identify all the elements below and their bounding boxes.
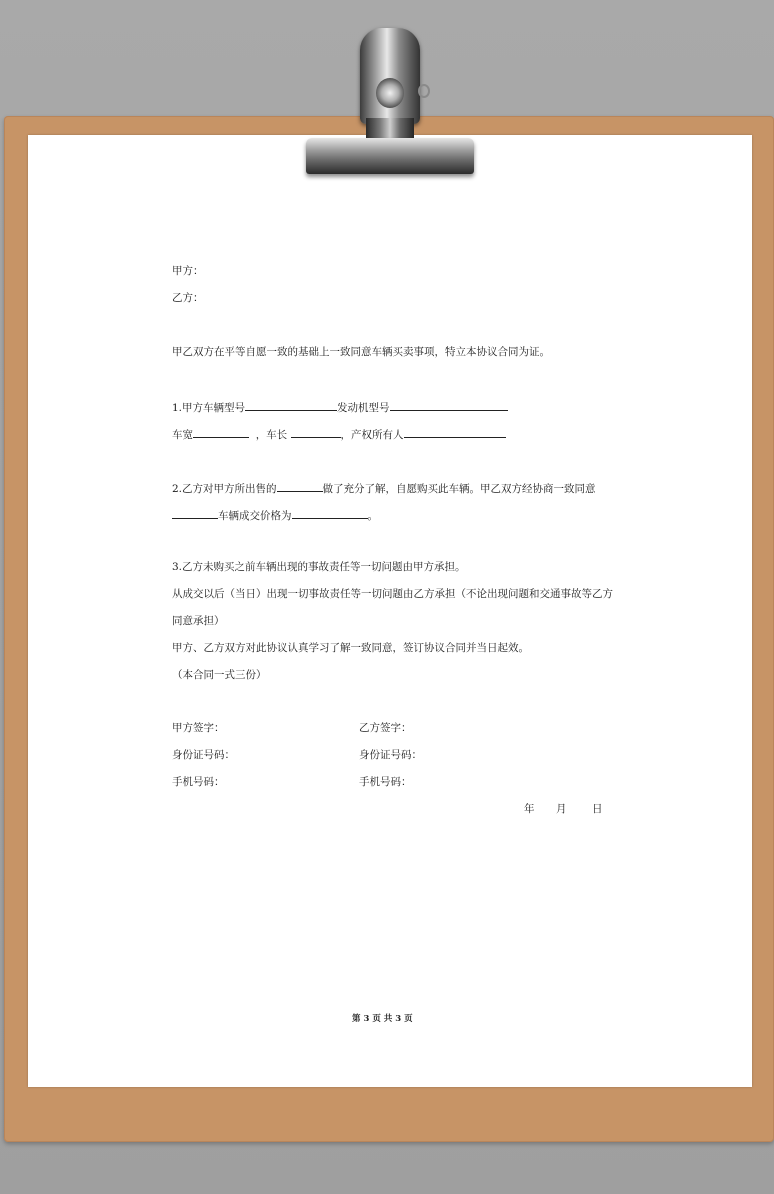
clause-2-text-c: 车辆成交价格为	[218, 510, 292, 522]
engine-model-label: 发动机型号	[337, 402, 390, 414]
party-a-phone-label: 手机号码：	[172, 776, 225, 788]
contract-intro: 甲乙双方在平等自愿一致的基础上一致同意车辆买卖事项，特立本协议合同为证。	[172, 346, 550, 358]
owner-blank[interactable]	[404, 426, 506, 438]
length-label: ，车长	[255, 429, 288, 441]
party-b-label: 乙方：	[172, 292, 204, 304]
clause-2-line-2	[172, 507, 378, 523]
clause-2-text-a: 2.乙方对甲方所出售的	[172, 483, 277, 495]
party-b-sign-label: 乙方签字：	[359, 722, 412, 734]
date-month: 月	[556, 803, 567, 815]
length-blank[interactable]	[291, 426, 341, 438]
watermark	[99, 465, 125, 497]
price-blank[interactable]	[292, 507, 368, 519]
clause-3-line-2: 从成交以后（当日）出现一切事故责任等一切问题由乙方承担（不论出现问题和交通事故等乙方	[172, 588, 613, 600]
clause-2-text-b: 做了充分了解，自愿购买此车辆。甲乙双方经协商一致同意	[322, 483, 596, 495]
party-a-label: 甲方：	[172, 265, 204, 277]
clause-2-text-d: 。	[367, 510, 378, 522]
date-day: 日	[592, 803, 603, 815]
binder-clip	[300, 26, 480, 178]
clip-lever	[360, 28, 420, 124]
clip-base	[306, 138, 474, 174]
party-b-phone-label: 手机号码：	[359, 776, 412, 788]
width-blank[interactable]	[193, 426, 249, 438]
contract-paper	[28, 135, 752, 1087]
page-number: 第 3 页 共 3 页	[352, 1014, 413, 1024]
clause-3-line-1: 3.乙方未购买之前车辆出现的事故责任等一切问题由甲方承担。	[172, 561, 466, 573]
date-year: 年	[524, 803, 535, 815]
party-b-id-label: 身份证号码：	[359, 749, 422, 761]
clip-hole	[376, 78, 404, 108]
clip-ring	[418, 84, 430, 98]
agreement-blank[interactable]	[172, 507, 218, 519]
engine-model-blank[interactable]	[390, 399, 508, 411]
width-label: 车宽	[172, 429, 193, 441]
clause-2-line-1	[172, 480, 596, 496]
vehicle-model-label: 1.甲方车辆型号	[172, 402, 246, 414]
vehicle-model-blank[interactable]	[245, 399, 337, 411]
clause-1-line-2	[172, 426, 506, 442]
item-blank[interactable]	[277, 480, 323, 492]
clause-1-line-1	[172, 399, 508, 415]
party-a-sign-label: 甲方签字：	[172, 722, 225, 734]
party-a-id-label: 身份证号码：	[172, 749, 235, 761]
clause-3-line-5: （本合同一式三份）	[172, 669, 267, 681]
clause-3-line-4: 甲方、乙方双方对此协议认真学习了解一致同意，签订协议合同并当日起效。	[172, 642, 529, 654]
clause-3-line-3: 同意承担）	[172, 615, 225, 627]
owner-label: ，产权所有人	[340, 429, 404, 441]
